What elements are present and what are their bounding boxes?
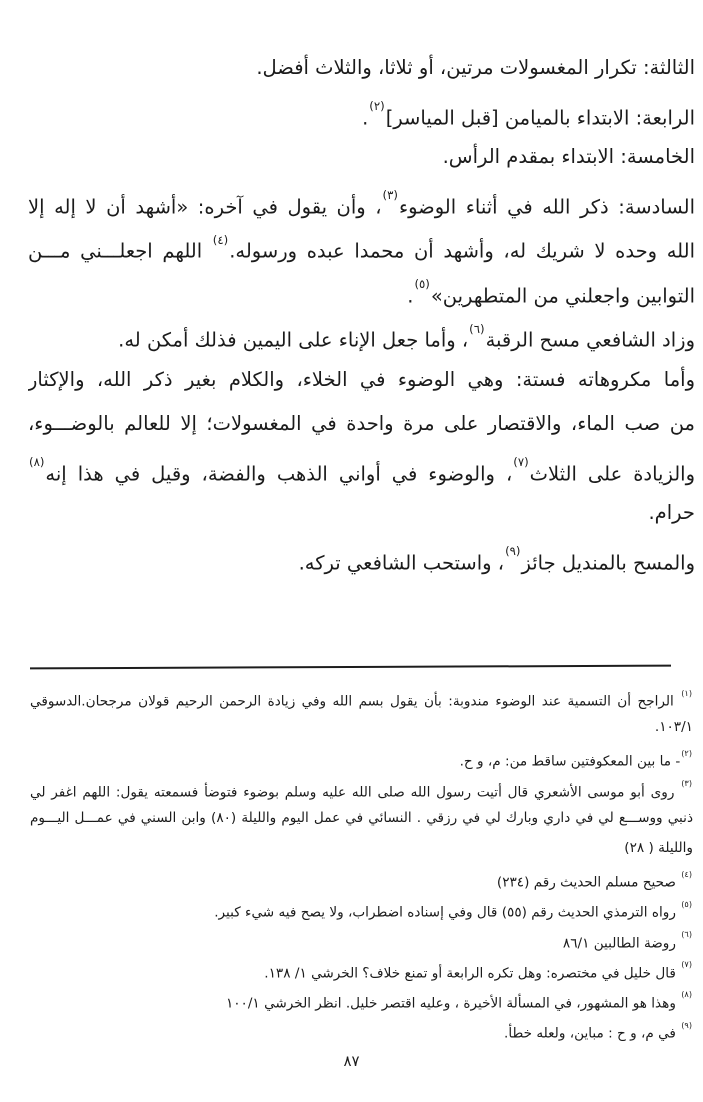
text-line: $^{(٨)}$ وهذا هو المشهور، في المسألة الأخيرة ، وعليه اقتصر خليل. انظر الخرشي ١٠٠/١: [225, 989, 692, 1012]
footnote-marker: (٣): [382, 188, 398, 203]
footnote-marker: (٩): [505, 544, 521, 559]
footnote-marker: (٩): [681, 1019, 692, 1030]
text-line: $^{(٧)}$ قال خليل في مختصره: وهل تكره الرابعة أو تمنع خلاف؟ الخرشي ١/ ١٣٨.: [264, 959, 692, 982]
text-line: الخامسة: الابتداء بمقدم الرأس.: [442, 145, 695, 168]
text-line: $^{(٤)}$ صحيح مسلم الحديث رقم (٢٣٤): [496, 868, 692, 891]
text-line: $^{(٥)}$ رواه الترمذي الحديث رقم (٥٥) قال وفي إسناده اضطراب، ولا يصح فيه شيء كبير.: [214, 898, 692, 921]
footnote-marker: (٦): [469, 321, 485, 336]
text-line: $^{(١)}$ الراجح أن التسمية عند الوضوء مندوبة: بأن يقول بسم الله وفي زيادة الرحمن الرحيم قولان مرجحان.الدسوقي: [30, 687, 692, 710]
footnote-marker: (٨): [681, 989, 692, 1000]
text-line: $^{(٢)}$- ما بين المعكوفتين ساقط من: م، و ح.: [459, 747, 692, 770]
text-line: السادسة: ذكر الله في أثناء الوضوء$^{(٣)}$، وأن يقول في آخره: «أشهد أن لا إله إلا: [28, 188, 695, 218]
text-line: الثالثة: تكرار المغسولات مرتين، أو ثلاثا، والثلاث أفضل.: [256, 56, 695, 79]
footnote-marker: (٤): [212, 232, 229, 247]
text-line: $^{(٩)}$ في م، و ح : مباين، ولعله خطأ.: [504, 1019, 692, 1042]
footnote-marker: (٢): [369, 99, 385, 114]
text-line: وزاد الشافعي مسح الرقبة$^{(٦)}$، وأما جعل الإناء على اليمين فذلك أمكن له.: [118, 321, 695, 352]
text-line: من صب الماء، والاقتصار على مرة واحدة في المغسولات؛ إلا للعالم بالوضـــوء،: [28, 412, 695, 435]
footnote-marker: (٥): [414, 277, 430, 292]
footnote-marker: (٥): [681, 898, 692, 909]
footnote-marker: (٢): [681, 747, 692, 758]
text-line: والليلة ( ٢٨): [624, 839, 693, 856]
main-text: [28, 46, 695, 580]
text-line: ذنبي ووســـع لي في داري وبارك لي في رزقي . النسائي في عمل اليوم والليلة (٨٠) وابن السني في عمـــل اليـــوم: [30, 809, 693, 826]
footnote-marker: (٨): [29, 455, 45, 470]
footnote-marker: (٤): [681, 868, 692, 879]
footnote-marker: (٧): [681, 959, 692, 970]
text-line: $^{(٦)}$ روضة الطالبين ٨٦/١: [562, 929, 692, 952]
text-line: التوابين واجعلني من المتطهرين»$^{(٥)}$.: [407, 277, 695, 307]
footnotes: [30, 682, 693, 1044]
text-line: $^{(٣)}$ روى أبو موسى الأشعري قال أتيت رسول الله صلى الله عليه وسلم بوضوء فتوضأ فسمعته يقول: اللهم اغفر لي: [30, 778, 692, 801]
text-line: والمسح بالمنديل جائز$^{(٩)}$، واستحب الشافعي تركه.: [298, 544, 695, 574]
page-number: ٨٧: [343, 1052, 360, 1070]
footnote-marker: (٣): [681, 778, 692, 789]
text-line: وأما مكروهاته فستة: وهي الوضوء في الخلاء، والكلام بغير ذكر الله، والإكثار: [28, 367, 695, 391]
text-line: حرام.: [648, 501, 695, 524]
footnote-marker: (٦): [681, 929, 692, 940]
text-line: الله وحده لا شريك له، وأشهد أن محمدا عبده ورسوله.$^{(٤)}$ اللهم اجعلـــني مـــن: [28, 232, 695, 263]
text-line: الرابعة: الابتداء بالميامن [قبل المياسر]$^{(٢)}$.: [362, 99, 695, 129]
text-line: والزيادة على الثلاث$^{(٧)}$، والوضوء في أواني الذهب والفضة، وقيل في هذا إنه$^{(٨)}$: [29, 455, 695, 485]
text-line: ١٠٣/١.: [654, 719, 693, 736]
footnote-separator: [30, 665, 671, 670]
footnote-marker: (١): [681, 687, 692, 698]
footnote-marker: (٧): [513, 455, 529, 470]
